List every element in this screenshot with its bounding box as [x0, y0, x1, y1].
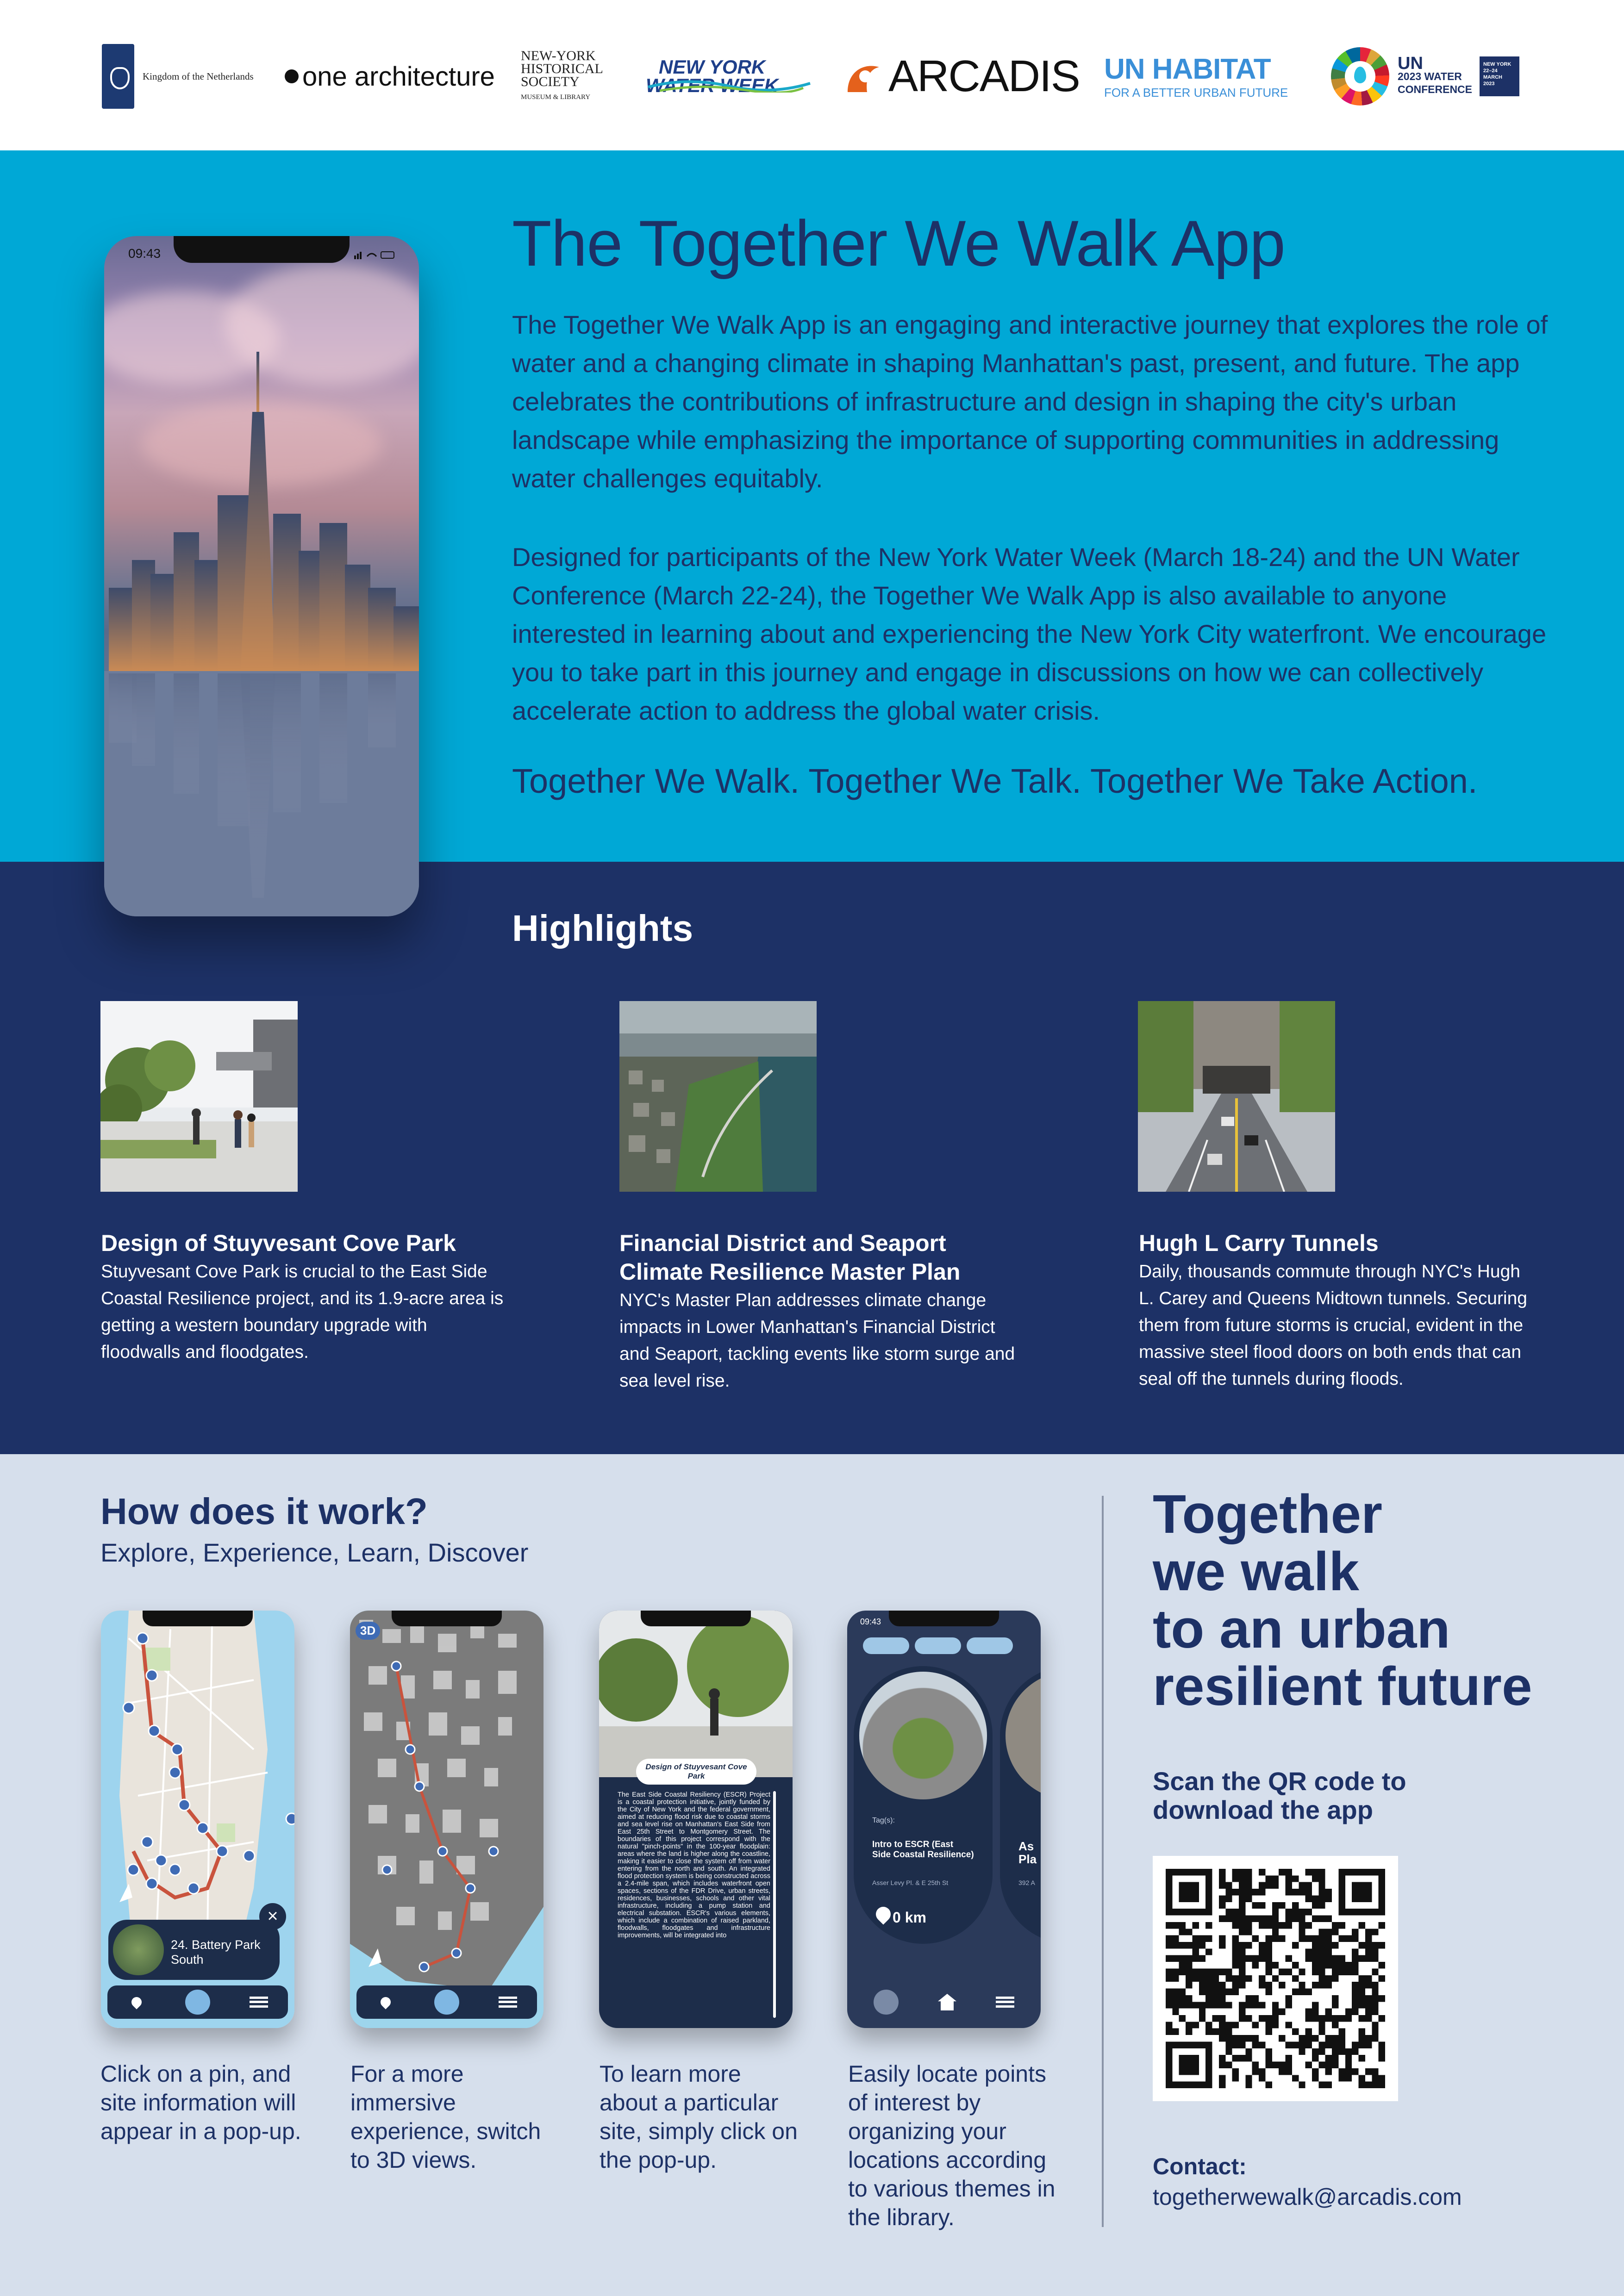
theme-filter-3[interactable] — [967, 1637, 1013, 1654]
highlight-text-tunnels: Daily, thousands commute through NYC's Hugh L. Carey and Queens Midtown tunnels. Securing them from future storms is crucial, evident in the massive steel flood doors on both ends that can seal off the tunnels during floods. — [1139, 1262, 1527, 1389]
card2-title: As Pla — [1018, 1839, 1037, 1866]
menu-icon[interactable] — [996, 1997, 1014, 2008]
home-icon[interactable] — [938, 1994, 956, 2010]
unwc-text — [1398, 54, 1473, 96]
library-card-next[interactable] — [1000, 1666, 1041, 1944]
highlight-text-financial-district: NYC's Master Plan addresses climate change impacts in Lower Manhattan's Financial District and Seaport, tackling events like storm surge and sea level rise. — [619, 1290, 1015, 1391]
step-text-3d: For a more immersive experience, switch to 3D views. — [350, 2061, 541, 2173]
card-address: Asser Levy Pl. & E 25th St — [872, 1879, 949, 1886]
highlight-title-financial-district: Financial District and Seaport Climate Resilience Master Plan — [619, 1230, 961, 1285]
3d-toggle-badge[interactable]: 3D — [356, 1622, 380, 1640]
unhabitat-logo-text: UN HABITAT — [1104, 53, 1271, 85]
intro-paragraph: The Together We Walk App is an engaging and interactive journey that explores the role of water and a changing climate in shaping Manhattan's past, present, and future. The app celebrates the contributions of infrastructure and design in shaping the city's urban landscape while emphasizing the importance of supporting communities in addressing water challenges equitably. — [512, 310, 1548, 493]
section-divider — [1102, 1496, 1104, 2227]
nyhs-logo-text: NEW-YORK HISTORICAL SOCIETY — [521, 48, 603, 89]
site-popup[interactable] — [108, 1920, 280, 1980]
logo-bar — [0, 0, 1624, 150]
library-phone-time: 09:43 — [860, 1617, 881, 1626]
unhabitat-tagline: FOR A BETTER URBAN FUTURE — [1104, 86, 1288, 100]
unwc-year: 2023 WATER — [1398, 70, 1462, 82]
app-nav-bar — [356, 1985, 537, 2019]
card-image — [1006, 1672, 1041, 1799]
cta-title: Together we walk to an urban resilient future — [1153, 1484, 1532, 1717]
arcadis-logo-text: ARCADIS — [888, 51, 1080, 101]
unwc-date-box: NEW YORK 22–24 MARCH 2023 — [1480, 56, 1519, 96]
arcadis-mark-icon — [845, 58, 882, 95]
netherlands-logo-text: Kingdom of the Netherlands — [143, 70, 254, 82]
audience-paragraph: Designed for participants of the New York Water Week (March 18-24) and the UN Water Conference (March 22-24), the Together We Walk App is also available to anyone interested in learning about and experiencing the New York City waterfront. We encourage you to take part in this journey and engage in discussions on how we can collectively accelerate action to address the global water crisis. — [512, 542, 1547, 725]
app-nav-bar — [107, 1985, 288, 2019]
highlight-text-stuyvesant: Stuyvesant Cove Park is crucial to the East Side Coastal Resilience project, and its 1.9-acre area is getting a western boundary upgrade with floodwalls and floodgates. — [101, 1262, 504, 1362]
site-photo — [599, 1611, 793, 1777]
page-title: The Together We Walk App — [512, 207, 1285, 280]
nyww-logo — [646, 37, 812, 116]
menu-icon[interactable] — [499, 1997, 517, 2008]
menu-icon[interactable] — [250, 1997, 268, 2008]
one-dot-icon — [285, 69, 299, 83]
highlight-title-tunnels: Hugh L Carry Tunnels — [1139, 1230, 1379, 1256]
site-popup-label: 24. Battery Park South — [171, 1938, 261, 1966]
highlights-heading: Highlights — [512, 908, 693, 949]
sdg-wheel-icon — [1331, 47, 1389, 106]
3d-map-image — [350, 1611, 543, 2028]
theme-filter-2[interactable] — [915, 1637, 961, 1654]
unhabitat-logo — [1104, 37, 1288, 116]
qr-code-icon — [1166, 1869, 1385, 2088]
theme-filter-1[interactable] — [863, 1637, 909, 1654]
card-distance: 0 km — [893, 1909, 926, 1926]
manhattan-skyline-image — [104, 236, 419, 916]
map-view-phone — [101, 1611, 294, 2028]
library-card[interactable] — [854, 1666, 993, 1944]
unwc-un: UN — [1398, 54, 1423, 73]
location-icon[interactable] — [874, 1990, 899, 2015]
stuyvesant-cove-park-image — [100, 1001, 298, 1192]
map-pin-icon[interactable] — [378, 1995, 393, 2009]
unwc-conference: CONFERENCE — [1398, 83, 1473, 95]
netherlands-logo — [102, 37, 254, 116]
close-icon[interactable]: × — [259, 1903, 286, 1930]
site-thumbnail — [113, 1924, 164, 1975]
library-phone — [847, 1611, 1041, 2028]
nyhs-logo — [521, 37, 613, 116]
hero-phone-mockup — [104, 236, 419, 916]
un-water-conference-logo — [1331, 37, 1519, 116]
phone-time: 09:43 — [128, 246, 161, 261]
financial-district-aerial-image — [619, 1001, 817, 1192]
site-title-pill[interactable]: Design of Stuyvesant Cove Park — [636, 1759, 756, 1785]
qr-code[interactable] — [1153, 1856, 1398, 2101]
nyhs-logo-sub: MUSEUM & LIBRARY — [521, 93, 591, 101]
map-pin-icon[interactable] — [129, 1995, 144, 2009]
netherlands-crest-icon — [102, 44, 134, 109]
scrollbar[interactable] — [773, 1791, 776, 2018]
highlight-title-stuyvesant: Design of Stuyvesant Cove Park — [101, 1230, 456, 1256]
status-icons — [354, 250, 396, 259]
step-text-pin: Click on a pin, and site information will appear in a pop-up. — [100, 2061, 301, 2144]
site-detail-phone — [599, 1611, 793, 2028]
how-subtitle: Explore, Experience, Learn, Discover — [100, 1538, 529, 1567]
hero-tagline: Together We Walk. Together We Talk. Together We Take Action. — [512, 762, 1478, 800]
nyww-wave-icon — [646, 79, 812, 93]
home-icon[interactable] — [434, 1990, 459, 2015]
hugh-carey-tunnel-image — [1138, 1001, 1335, 1192]
one-architecture-text: one architecture — [302, 61, 495, 92]
contact-label: Contact: — [1153, 2153, 1247, 2179]
home-icon[interactable] — [185, 1990, 210, 2015]
card-image — [859, 1672, 987, 1799]
card2-address: 392 A — [1018, 1879, 1035, 1886]
how-title: How does it work? — [100, 1491, 428, 1532]
scan-instruction: Scan the QR code to download the app — [1153, 1767, 1406, 1824]
location-pin-icon — [873, 1904, 893, 1924]
arcadis-logo — [845, 37, 1080, 116]
card-title: Intro to ESCR (East Side Coastal Resilience) — [872, 1840, 974, 1860]
step-text-library: Easily locate points of interest by organizing your locations according to various themes in the library. — [848, 2061, 1056, 2230]
site-description: The East Side Coastal Resiliency (ESCR) Project is a coastal protection initiative, jointly funded by the City of New York and the federal government, aimed at reducing flood risk due to coastal storms and sea level rise on Manhattan's East Side from East 25th Street to Montgomery Street. The boundaries of this project correspond with the natural "pinch-points" in the 100-year floodplain: areas where the land is higher along the coastline, making it easier to close the system off from water entering from the north and south. An integrated flood protection system is being constructed across a 2.4-mile span, which includes waterfront open spaces, sections of the FDR Drive, urban streets, residences, businesses, schools and other vital infrastructure, including a pump station and electrical substation. ESCR's various elements, which include a combination of raised parkland, floodwalls, floodgates and infrastructure improvements, will be integrated into — [618, 1791, 770, 1939]
nyww-logo-text: NEW YORK WATER WEEK — [646, 56, 779, 96]
phone-notch — [174, 236, 350, 263]
step-text-popup: To learn more about a particular site, simply click on the pop-up. — [600, 2061, 798, 2173]
card-tag: Tag(s): — [872, 1817, 895, 1824]
one-architecture-logo — [285, 37, 495, 116]
app-nav-bar — [854, 1985, 1034, 2019]
contact-email[interactable]: togetherwewalk@arcadis.com — [1153, 2184, 1462, 2210]
3d-view-phone — [350, 1611, 543, 2028]
